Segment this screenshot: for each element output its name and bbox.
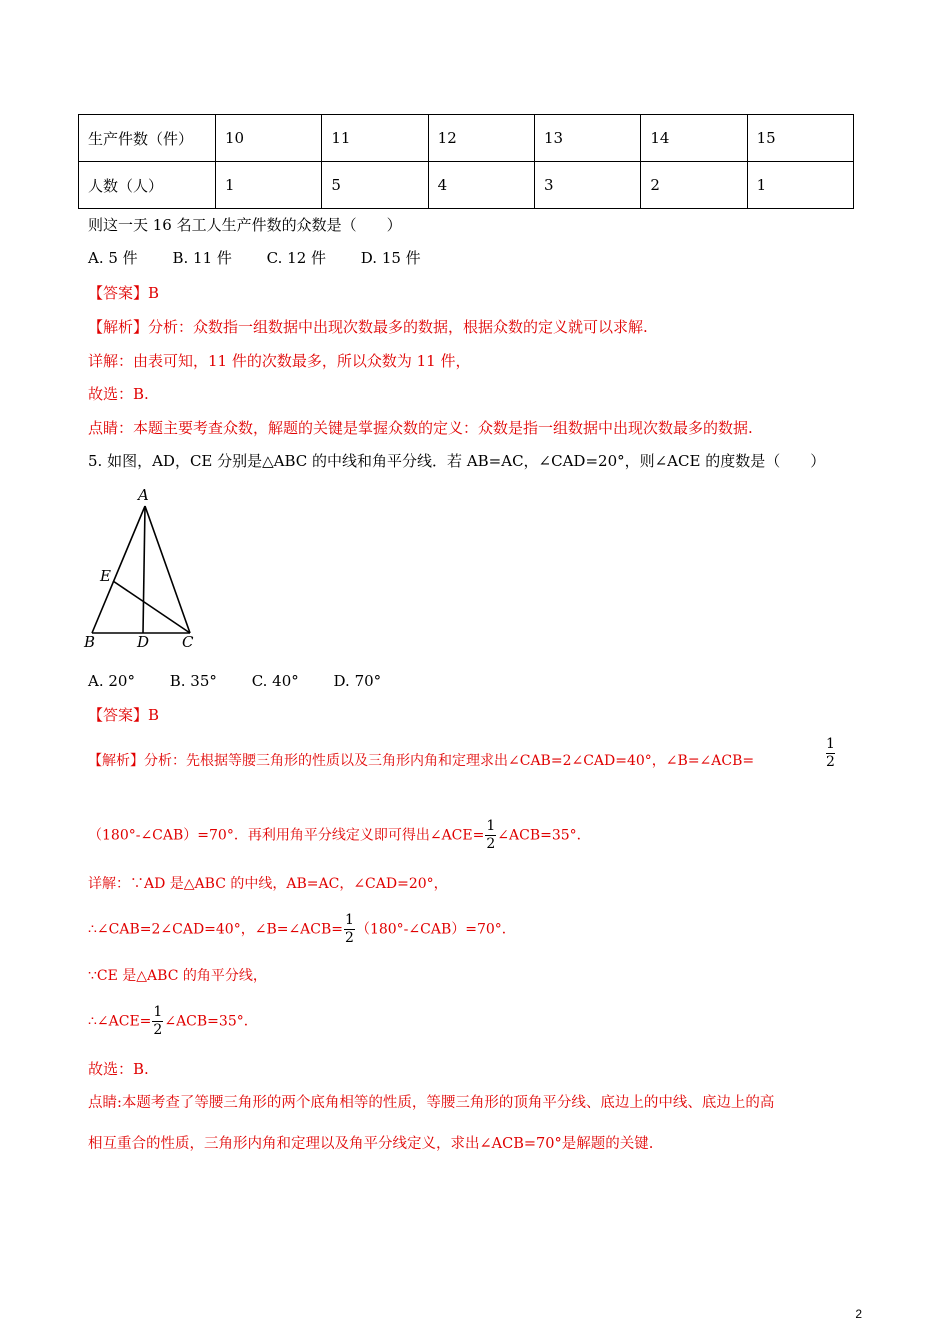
q4-answer: 【答案】B (88, 284, 160, 302)
label-d: D (137, 633, 150, 651)
fraction-half: $\frac{1}{2}$ (153, 1004, 163, 1038)
q4-options (88, 248, 451, 268)
table-header-row (79, 115, 854, 162)
q4-choose: 故选：B. (88, 385, 149, 403)
option-b: B. 35° (169, 672, 217, 690)
table-cell: 4 (428, 162, 534, 209)
table-cell: 11 (322, 115, 428, 162)
option-d: D. 15 件 (360, 249, 421, 267)
q5-choose: 故选：B. (88, 1060, 149, 1078)
q5-options (88, 671, 411, 691)
q5-answer: 【答案】B (88, 706, 160, 724)
option-a: A. 5 件 (88, 249, 138, 267)
triangle-figure (80, 484, 210, 654)
table-cell: 10 (216, 115, 322, 162)
fraction-half: $\frac{1}{2}$ (345, 912, 354, 946)
q5-detail-line2: ∴∠CAB=2∠CAD=40°，∠B=∠ACB= $\frac{1}{2}$ （180°-∠CAB）=70°． (88, 912, 516, 946)
fraction-half: $\frac{1}{2}$ (486, 818, 496, 852)
production-table (78, 114, 854, 209)
q5-detail-line3: ∵CE 是△ABC 的角平分线， (88, 968, 267, 984)
q5-comment-line1: 点睛:本题考查了等腰三角形的两个底角相等的性质，等腰三角形的顶角平分线、底边上的中线、底边上的高 (88, 1095, 775, 1111)
side-ac (145, 506, 190, 633)
table-cell: 13 (534, 115, 640, 162)
table-cell: 14 (641, 115, 747, 162)
label-a: A (138, 486, 149, 504)
table-cell: 生产件数（件） (79, 115, 216, 162)
q5-comment-line2: 相互重合的性质，三角形内角和定理以及角平分线定义，求出∠ACB=70°是解题的关键. (88, 1136, 654, 1152)
q5-analysis-line1: 【解析】分析：先根据等腰三角形的性质以及三角形内角和定理求出∠CAB=2∠CAD=40°，∠B=∠ACB= (88, 753, 755, 769)
q5-detail-line4: ∴∠ACE= $\frac{1}{2}$ ∠ACB=35°． (88, 1004, 258, 1038)
table-cell: 2 (641, 162, 747, 209)
q4-detail: 详解：由表可知，11 件的次数最多，所以众数为 11 件， (88, 352, 471, 370)
page-number: 2 (855, 1307, 862, 1321)
label-e: E (100, 567, 111, 585)
table-row (79, 162, 854, 209)
table-cell: 1 (747, 162, 853, 209)
table-cell: 人数（人） (79, 162, 216, 209)
label-b: B (84, 633, 96, 651)
table-cell: 1 (216, 162, 322, 209)
median-ad (143, 506, 145, 633)
option-c: C. 12 件 (266, 249, 327, 267)
table-cell: 15 (747, 115, 853, 162)
option-a: A. 20° (88, 672, 135, 690)
q5-detail-line1: 详解：∵AD 是△ABC 的中线，AB=AC，∠CAD=20°， (88, 876, 448, 892)
fraction-half: 1 2 (826, 736, 835, 770)
table-cell: 3 (534, 162, 640, 209)
q5-analysis-line2: （180°-∠CAB）=70°．再利用角平分线定义即可得出∠ACE= $\frac{1}{2}$ ∠ACB=35°． (88, 818, 591, 852)
q4-comment: 点睛：本题主要考查众数，解题的关键是掌握众数的定义：众数是指一组数据中出现次数最多的数据. (88, 419, 753, 437)
q5-stem: 5. 如图，AD，CE 分别是△ABC 的中线和角平分线．若 AB=AC，∠CAD=20°，则∠ACE 的度数是（ ） (88, 452, 826, 470)
option-c: C. 40° (251, 672, 299, 690)
option-b: B. 11 件 (172, 249, 232, 267)
bisector-ce (113, 581, 190, 633)
q4-analysis: 【解析】分析：众数指一组数据中出现次数最多的数据，根据众数的定义就可以求解. (88, 318, 648, 336)
option-d: D. 70° (333, 672, 382, 690)
q4-stem: 则这一天 16 名工人生产件数的众数是（ ） (88, 216, 402, 234)
table-cell: 5 (322, 162, 428, 209)
table-cell: 12 (428, 115, 534, 162)
label-c: C (182, 633, 194, 651)
